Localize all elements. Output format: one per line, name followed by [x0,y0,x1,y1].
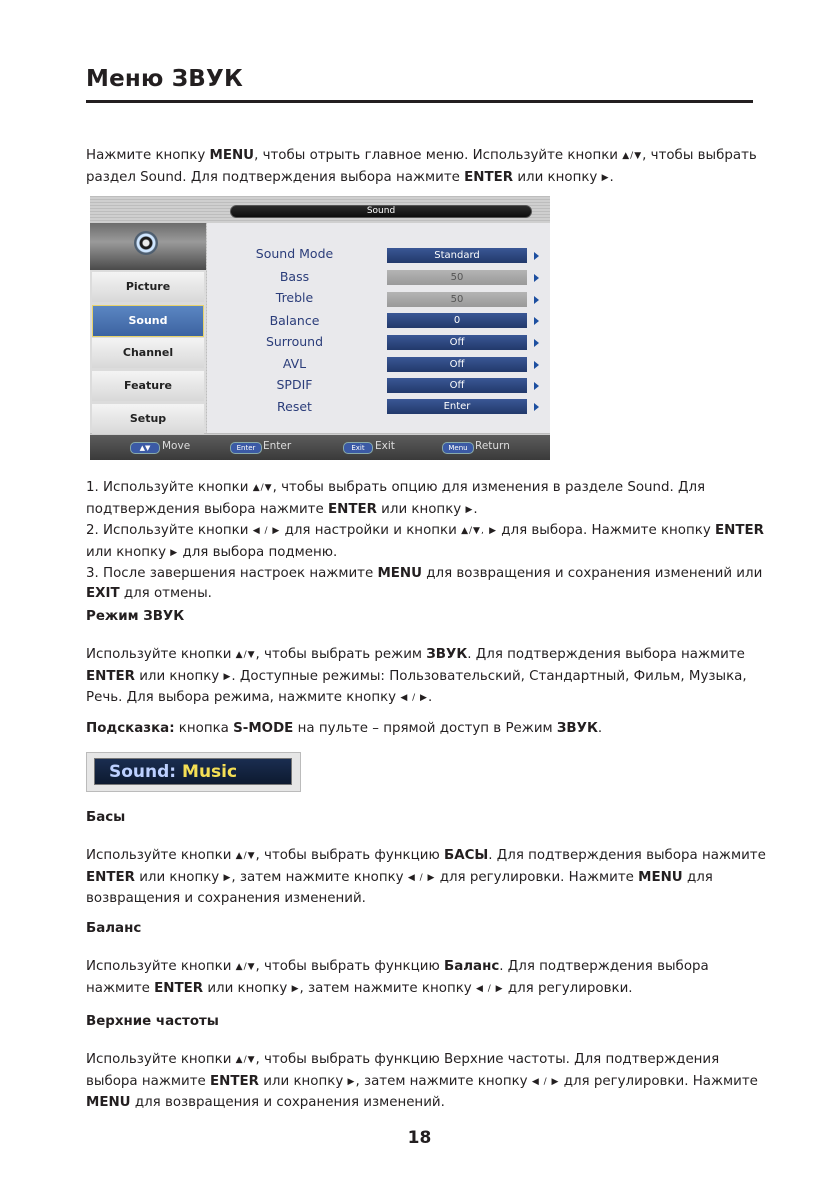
enter-keyword: ENTER [210,1073,259,1089]
banner-mode-value: Music [182,762,238,782]
exit-key-icon: Exit [343,442,373,454]
exit-keyword: EXIT [86,585,120,601]
enter-keyword: ENTER [154,980,204,996]
osd-label-surround: Surround [265,334,324,349]
footer-return: Return [475,440,510,452]
banner-sound-label: Sound: [109,762,177,782]
text: , чтобы выбрать функцию [255,848,444,863]
speaker-icon [134,231,158,255]
up-down-arrow-icon: ▲/▼ [622,151,643,161]
osd-sidebar [90,223,206,433]
enter-keyword: ENTER [86,668,135,684]
text: Используйте кнопки [86,848,236,863]
right-arrow-icon: ▶ [601,172,610,183]
menu-keyword: MENU [638,869,683,885]
up-down-arrow-icon: ▲/▼ [235,650,256,660]
enter-key-icon: Enter [230,442,262,454]
left-right-arrow-icon: ◀ / ▶ [475,983,504,994]
text: , чтобы выбрать функцию Верхние частоты. Для подтверждения выбора нажмите [86,1052,720,1089]
bass-paragraph [86,846,766,909]
text: для настройки и кнопки [280,523,462,538]
osd-nav-picture[interactable]: Picture [92,272,204,302]
osd-nav-feature[interactable]: Feature [92,371,204,401]
osd-title: Sound [230,205,532,218]
text: , затем нажмите кнопку [355,1073,532,1089]
text: 3. После завершения настроек нажмите [86,566,378,581]
text: или кнопку [134,869,224,885]
text: или кнопку [376,501,466,517]
text: . [597,721,603,736]
osd-label-avl: AVL [282,356,307,371]
text: для возвращения и сохранения изменений или [422,566,763,581]
hint-paragraph [86,719,766,739]
text: для возвращения и сохранения изменений. [130,1095,445,1110]
footer-enter: Enter [263,440,292,452]
text: Используйте кнопки [86,1052,236,1067]
mode-paragraph [86,645,766,710]
text: , чтобы выбрать функцию [255,959,444,974]
page-number: 18 [407,1128,432,1148]
text: 2. Используйте кнопки [86,523,253,538]
text: Нажмите кнопку [86,148,210,163]
right-arrow-icon: ▶ [170,547,179,558]
bass-keyword: БАСЫ [444,848,489,863]
osd-nav-setup[interactable]: Setup [92,404,204,434]
text: для регулировки. Нажмите [435,869,639,885]
text: . Для подтверждения выбора нажмите [488,848,766,863]
osd-label-treble: Treble [275,290,314,305]
osd-value-avl[interactable]: Off [387,357,527,372]
text: , затем нажмите кнопку [299,980,476,996]
menu-key-icon: Menu [442,442,474,454]
osd-label-balance: Balance [269,313,320,328]
sound-mode-banner [86,752,301,792]
hint-label: Подсказка: [86,721,175,736]
text: или кнопку [203,980,292,996]
enter-keyword: ENTER [715,523,764,538]
osd-footer [90,435,550,460]
right-arrow-icon: ▶ [347,1076,356,1087]
enter-keyword: ENTER [464,169,514,185]
up-down-arrow-icon: ▲/▼ [235,851,256,861]
balance-paragraph [86,957,766,1000]
right-arrow-icon: ▶ [223,671,232,682]
right-arrow-icon [534,296,539,304]
text: . [473,501,478,517]
osd-value-spdif[interactable]: Off [387,378,527,393]
osd-nav-sound[interactable]: Sound [92,305,204,337]
text: , затем нажмите кнопку [231,869,408,885]
osd-value-balance[interactable]: 0 [387,313,527,328]
osd-label-spdif: SPDIF [276,377,313,392]
osd-nav-channel[interactable]: Channel [92,338,204,368]
steps-paragraph [86,478,766,603]
up-down-arrow-icon: ▲/▼ [235,962,256,972]
footer-move: Move [162,440,191,452]
text: , чтобы выбрать раздел Sound. Для подтверждения выбора нажмите [86,148,757,185]
osd-label-sound-mode: Sound Mode [255,246,334,261]
left-right-arrow-icon: ◀ / ▶ [531,1076,560,1087]
osd-value-treble[interactable]: 50 [387,292,527,307]
osd-value-reset[interactable]: Enter [387,399,527,414]
text: . [427,690,433,705]
enter-keyword: ENTER [86,869,135,885]
osd-value-sound-mode[interactable]: Standard [387,248,527,263]
footer-exit: Exit [375,440,395,452]
text: . Доступные режимы: Пользовательский, Стандартный, Фильм, Музыка, Речь. Для выбора режима, нажмите кнопку [86,668,747,705]
text: , чтобы отрыть главное меню. Используйте кнопки [254,148,623,163]
right-arrow-icon: ▶ [465,504,474,515]
bass-heading: Басы [86,810,126,825]
text: или кнопку [513,169,602,185]
right-arrow-icon [534,252,539,260]
treble-paragraph [86,1050,766,1113]
right-arrow-icon [534,361,539,369]
page-title: Меню ЗВУК [86,66,243,92]
move-key-icon: ▲▼ [130,442,160,454]
text: для возвращения и сохранения изменений. [86,869,713,906]
up-down-arrow-icon: ▲/▼ [235,1055,256,1065]
text: 1. Используйте кнопки [86,480,253,495]
mode-heading: Режим ЗВУК [86,609,185,624]
zvuk-keyword: ЗВУК [426,647,468,662]
text: для регулировки. [503,980,633,996]
text: на пульте – прямой доступ в Режим [293,721,557,736]
right-arrow-icon [534,317,539,325]
right-arrow-icon [534,403,539,411]
left-right-arrow-icon: ◀ / ▶ [400,693,428,703]
osd-options [207,223,550,433]
balance-keyword: Баланс [444,959,500,974]
text: для отмены. [119,585,212,601]
text: или кнопку [258,1073,348,1089]
text: . [609,169,614,185]
smode-keyword: S-MODE [233,721,294,736]
right-arrow-icon: ▶ [291,983,300,994]
text: Используйте кнопки [86,647,236,662]
text: . Для подтверждения выбора нажмите [86,959,709,996]
osd-label-bass: Bass [279,269,310,284]
zvuk-keyword: ЗВУК [556,721,598,736]
text: или кнопку [134,668,224,684]
menu-keyword: MENU [209,148,255,163]
text: . Для подтверждения выбора нажмите [467,647,745,662]
right-arrow-icon [534,339,539,347]
left-right-arrow-icon: ◀ / ▶ [407,872,436,883]
right-arrow-icon: ▶ [223,872,232,883]
menu-keyword: MENU [86,1095,131,1110]
osd-value-surround[interactable]: Off [387,335,527,350]
title-rule [86,100,753,103]
text: , чтобы выбрать опцию для изменения в разделе Sound. Для подтверждения выбора нажмите [86,480,706,517]
text: , чтобы выбрать режим [255,647,427,662]
left-right-arrow-icon: ◀ / ▶ [252,526,281,536]
treble-heading: Верхние частоты [86,1014,219,1029]
text: Используйте кнопки [86,959,236,974]
balance-heading: Баланс [86,921,142,936]
enter-keyword: ENTER [327,501,377,517]
up-down-arrow-icon: ▲/▼ [252,483,273,493]
right-arrow-icon [534,382,539,390]
intro-paragraph [86,146,766,189]
banner-inner [94,758,292,785]
up-down-arrow-icon: ▲/▼, [461,526,485,536]
osd-value-bass[interactable]: 50 [387,270,527,285]
right-arrow-icon [534,274,539,282]
osd-label-reset: Reset [277,399,312,414]
text: или кнопку [86,544,171,560]
text: для выбора. Нажмите кнопку [497,523,716,538]
menu-keyword: MENU [377,566,423,581]
tv-sound-menu-osd [90,196,550,460]
right-arrow-icon: ▶ [489,526,497,536]
text: для выбора подменю. [178,544,338,560]
osd-logo [90,223,206,270]
text: кнопка [174,721,234,736]
text: для регулировки. Нажмите [559,1073,758,1089]
